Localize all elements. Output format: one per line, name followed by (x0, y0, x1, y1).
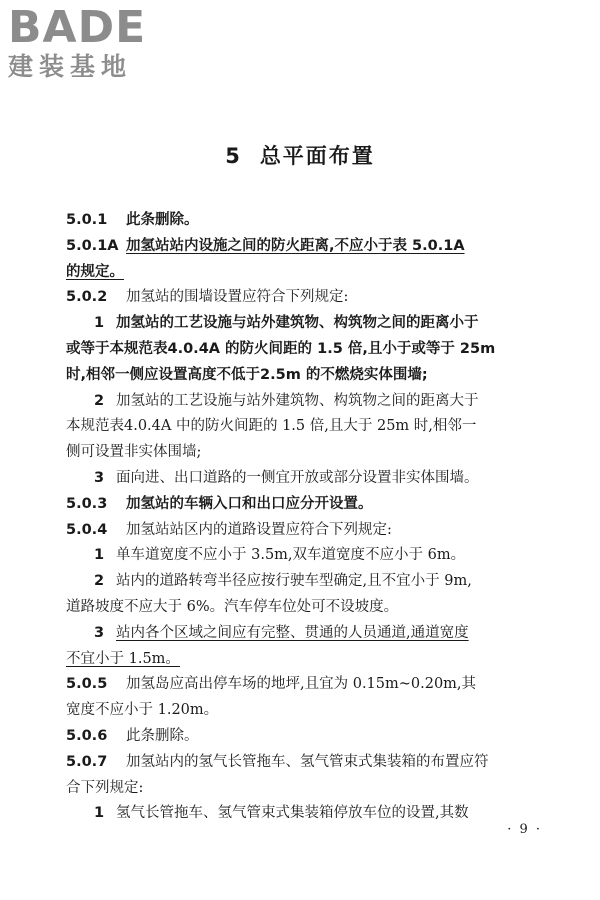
chapter-title: 总平面布置 (259, 144, 375, 168)
line-text: 合下列规定: (66, 779, 144, 796)
text-line (66, 621, 544, 647)
text-line (66, 569, 544, 595)
logo-subtitle: 建装基地 (8, 52, 133, 81)
text-line (66, 208, 544, 234)
text-line (66, 776, 544, 802)
line-text: 或等于本规范表4.0.4A 的防火间距的 1.5 倍,且小于或等于 25m (66, 340, 496, 357)
clause-number: 5.0.3 (66, 495, 108, 512)
text-line (66, 698, 544, 724)
text-line (66, 724, 544, 750)
page-number: · 9 · (507, 822, 542, 837)
line-text: 此条删除。 (126, 727, 199, 744)
item-number: 2 (94, 573, 105, 590)
text-line (66, 750, 544, 776)
text-line (66, 234, 544, 260)
line-text: 站内的道路转弯半径应按行驶车型确定,且不宜小于 9m, (116, 573, 472, 590)
line-text: 站内各个区域之间应有完整、贯通的人员通道,通道宽度 (116, 624, 469, 641)
line-text: 加氢站站区内的道路设置应符合下列规定: (126, 521, 392, 538)
text-line (66, 311, 544, 337)
clause-number: 5.0.7 (66, 753, 108, 770)
text-line (66, 466, 544, 492)
line-text: 加氢站的工艺设施与站外建筑物、构筑物之间的距离小于 (116, 315, 479, 332)
item-number: 2 (94, 392, 105, 409)
text-line (66, 363, 544, 389)
item-number: 1 (94, 315, 105, 332)
line-text: 侧可设置非实体围墙; (66, 444, 202, 461)
line-text: 加氢站内的氢气长管拖车、氢气管束式集装箱的布置应符 (126, 753, 489, 770)
text-line (66, 389, 544, 415)
clause-number: 5.0.1 (66, 212, 108, 228)
text-line (66, 647, 544, 673)
line-text: 加氢站的车辆入口和出口应分开设置。 (126, 495, 373, 512)
line-text: 不宜小于 1.5m。 (66, 650, 180, 667)
text-line (66, 414, 544, 440)
text-line (66, 518, 544, 544)
logo (8, 2, 178, 82)
item-number: 3 (94, 624, 105, 641)
line-text: 道路坡度不应大于 6%。汽车停车位处可不设坡度。 (66, 598, 399, 615)
text-line (66, 440, 544, 466)
text-line (66, 595, 544, 621)
clause-number: 5.0.1A (66, 237, 119, 254)
document-body (66, 208, 544, 827)
item-number: 1 (94, 805, 105, 822)
chapter-heading (0, 140, 600, 170)
item-number: 1 (94, 547, 105, 564)
line-text: 此条删除。 (126, 212, 199, 228)
line-text: 时,相邻一侧应设置高度不低于2.5m 的不燃烧实体围墙; (66, 366, 428, 383)
line-text: 面向进、出口道路的一侧宜开放或部分设置非实体围墙。 (116, 469, 479, 486)
line-text: 加氢站站内设施之间的防火距离,不应小于表 5.0.1A (126, 237, 465, 254)
line-text: 氢气长管拖车、氢气管束式集装箱停放车位的设置,其数 (116, 805, 469, 822)
text-line (66, 801, 544, 827)
line-text: 的规定。 (66, 263, 124, 280)
clause-number: 5.0.5 (66, 676, 108, 693)
text-line (66, 337, 544, 363)
chapter-number: 5 (225, 144, 242, 168)
line-text: 本规范表4.0.4A 中的防火间距的 1.5 倍,且大于 25m 时,相邻一 (66, 418, 477, 435)
line-text: 宽度不应小于 1.20m。 (66, 702, 219, 719)
logo-wordmark: BADE (8, 2, 147, 53)
line-text: 加氢岛应高出停车场的地坪,且宜为 0.15m~0.20m,其 (126, 676, 477, 693)
text-line (66, 543, 544, 569)
line-text: 加氢站的围墙设置应符合下列规定: (126, 289, 349, 306)
item-number: 3 (94, 469, 105, 486)
text-line (66, 260, 544, 286)
clause-number: 5.0.6 (66, 727, 108, 744)
clause-number: 5.0.4 (66, 521, 108, 538)
text-line (66, 285, 544, 311)
text-line (66, 492, 544, 518)
line-text: 单车道宽度不应小于 3.5m,双车道宽度不应小于 6m。 (116, 547, 466, 564)
clause-number: 5.0.2 (66, 289, 108, 306)
text-line (66, 672, 544, 698)
line-text: 加氢站的工艺设施与站外建筑物、构筑物之间的距离大于 (116, 392, 479, 409)
